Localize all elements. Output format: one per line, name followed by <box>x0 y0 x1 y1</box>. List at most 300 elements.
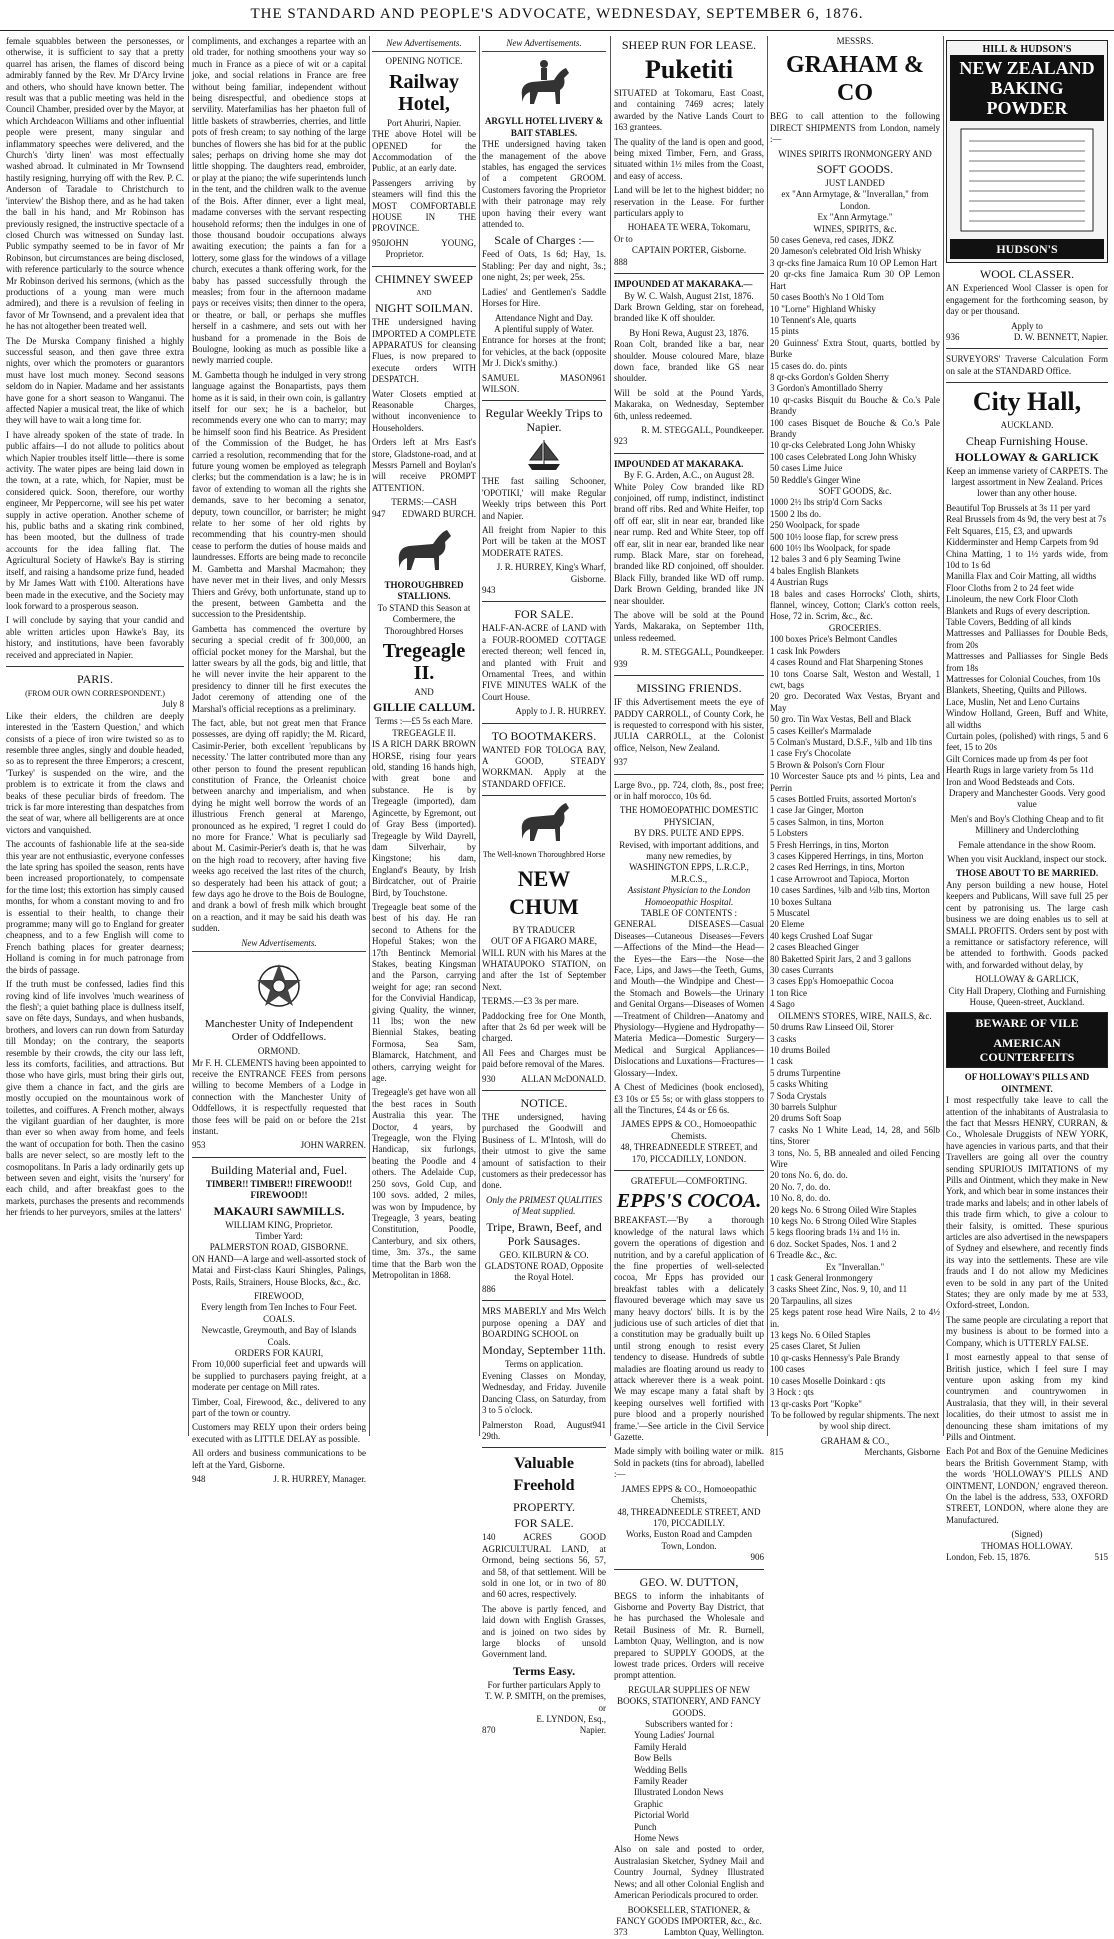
ad-body: Tregeagle beat some of the best of his day. He ran second to Athens for the Hopeful Stakes; won the 17th Bentinck Memorial Stakes, beating Kingsman and the Parson, carrying weight for age; ran second for the Convivial Handicap, giving Quality, the winner, 11 lbs; won the new Biennial Stakes, beating Formosa, Sea Sam, Blamarck, Hatchment, and others, carrying weight for age. <box>372 901 476 1084</box>
list-item: 10 No. 8, do. do. <box>770 1193 831 1204</box>
list-item: 500 10½ loose flap, for screw press <box>770 531 898 542</box>
list-item: Young Ladies' Journal <box>634 1730 715 1741</box>
list-item: 1 case Jar Ginger, Morton <box>770 805 864 816</box>
ad-body: By Honi Rewa, August 23, 1876. <box>629 327 749 338</box>
goods-list <box>946 503 1108 788</box>
column-rule <box>610 36 611 1436</box>
ad-title: ARGYLL HOTEL LIVERY & BAIT STABLES. <box>484 116 604 138</box>
article-paragraph: female squabbles between the personesses, or otherwise, it is sufficient to say that a pretty quarrel has arisen, the flames of discord being admirably fanned by the Rev. Mr D'Arcy Irvine and others, who should have known better. The result was that a public meeting was held in the Council Chamber, presided over by the Mayor, at which Archdeacon Williams and other influential people were present, many singular and inflammatory speeches were delivered, and the Church's 'dirty linen' was most effectually washed abroad. It culminated in Mr Townsend hastily resigning, hurrying off with the Rev. P. C. Anderson of Taradale to Christchurch to 'interview' the Bishop there, and as he had taken the ball in his hand, and Mr Robinson has previously resigned, the instructive spectacle of a closed Church was witnessed on Sunday last. Public sympathy seemed to be in favor of Mr Robinson, but circumstances are being disclosed, with reference particularly to the source whence Mr Robinson derived his sermons, (which as the productions of a young man were much admired), and there is a revulsion of feeling in favor of Mr Townsend, and a prevalent idea that he has not altogether been treated well. <box>6 36 184 332</box>
ad-body: SURVEYORS' Traverse Calculation Form on sale at the STANDARD Office. <box>946 354 1108 376</box>
ad-subtitle: ORMOND. <box>257 1046 301 1057</box>
list-item: 2 cases Bleached Ginger <box>770 942 859 953</box>
ad-signature: JOHN WARREN. <box>300 1140 366 1151</box>
ad-body: Also on sale and posted to order, Australasian Sketcher, Sydney Mail and Country Journal, Sydney Illustrated News; and all other Colonial English and American Periodicals procured to order. <box>614 1844 764 1901</box>
brand-title: NEW ZEALAND BAKING POWDER <box>950 55 1104 121</box>
list-item: Mattresses and Palliasses for Double Beds, from 20s <box>946 628 1108 650</box>
list-item: 100 cases <box>770 1364 805 1375</box>
ad-subtitle: MESSRS. <box>836 36 874 46</box>
list-item: 10 drums Boiled <box>770 1044 830 1055</box>
list-item: 12 bales 3 and 6 ply Seaming Twine <box>770 554 901 565</box>
ad-signature: R. M. STEGGALL, Poundkeeper. <box>641 424 764 435</box>
ad-title: GRAHAM & CO <box>786 52 924 107</box>
ad-signature: THOMAS HOLLOWAY. <box>981 1540 1073 1551</box>
article-paragraph: M. Gambetta though he indulged in very strong language against the Bonapartists, pays them home as it is said, in their own coin, is gallantry itself for our sex; he is a bachelor, but recommends every one who can to marry; may he himself soon find his Beatrice. As President of the Commission of the Budget, he has carried a resolution, recommending that for the future young women be employed as telegraph clerks; but the commendation is a law; he is in favor of extending to woman all the rights she demands, save to her becoming a senator, deputy, town councillor, or barrister; he might relate to her some of her old rights by recommending that his country-men should cease to perform the duties of house maids and laundresses. Efforts are being made to reconcile M. Gambetta and Marshal Macmahon; they have never met in their lives, and only Messrs Thiers and Grévy, both unfortunate, stand up to the present, between Gambetta and the succession to the Presidentship. <box>192 369 366 620</box>
ad-body: Feed of Oats, 1s 6d; Hay, 1s. Stabling: Per day and night, 3s.; one night, 2s; per week, 25s. <box>482 249 606 283</box>
ad-title: SHEEP RUN FOR LEASE. <box>621 38 757 52</box>
ad-body: IS A RICH DARK BROWN HORSE, rising four years old, standing 16 hands high, with great bone and substance. He is by Tregeagle (imported), dam Agincette, by Egremont, out of Gray Bess (imported). Tregeagle by Wild Dayrell, dam Silverhair, by Kingstone; his dam, England's Beauty, by Irish Birdcatcher, out of Prairie Bird, by Touchstone. <box>372 739 476 898</box>
ad-signature: EDWARD BURCH. <box>401 508 476 519</box>
list-item: Hearth Rugs in large variety from 5s 11d <box>946 765 1094 776</box>
ad-body: Customers may RELY upon their orders being executed with as LITTLE DELAY as possible. <box>192 1422 366 1444</box>
list-item: 80 Baketted Spirit Jars, 2 and 3 gallons <box>770 953 911 964</box>
divider <box>482 1090 606 1091</box>
ad-heading: REGULAR SUPPLIES OF NEW BOOKS, STATIONERY, AND FANCY GOODS. <box>617 1684 761 1718</box>
list-item: 10 boxes Sultana <box>770 896 832 907</box>
list-item: 100 boxes Price's Belmont Candles <box>770 634 898 645</box>
column-rule <box>767 36 768 1436</box>
list-item: 5 Fresh Herrings, in tins, Morton <box>770 839 889 850</box>
ad-footer <box>192 1474 366 1485</box>
goods-list <box>770 497 940 622</box>
ad-body: AN Experienced Wool Classer is open for engagement for the forthcoming season, by day or per thousand. <box>946 283 1108 317</box>
section-subtitle: (FROM OUR OWN CORRESPONDENT.) <box>25 688 165 698</box>
ad-address: Works, Euston Road and Campden Town, London. <box>625 1529 752 1551</box>
ad-heading: WINES, SPIRITS, &c. <box>813 223 897 234</box>
list-item: Mattresses for Colonial Couches, from 10s <box>946 673 1101 684</box>
list-item: 50 drums Raw Linseed Oil, Storer <box>770 1022 894 1033</box>
ad-title: MISSING FRIENDS. <box>636 681 742 696</box>
ad-heading: FIREWOOD, <box>254 1291 304 1301</box>
list-item: China Matting, 1 to 1½ yards wide, from 10d to 1s 6d <box>946 548 1108 570</box>
ad-body: ex "Ann Armytage, & "Inverallan," from London. <box>781 189 929 211</box>
ad-signature: JOHN YOUNG, Proprietor. <box>385 237 476 260</box>
ad-subtitle: The Well-known Thoroughbred Horse <box>482 850 606 860</box>
oddfellows-emblem-icon <box>249 956 309 1014</box>
ad-body: For further particulars Apply to <box>487 1679 601 1690</box>
ad-footer <box>372 238 476 261</box>
ad-title: IMPOUNDED AT MAKARAKA. <box>614 458 744 469</box>
section-header: New Advertisements. <box>482 38 606 52</box>
ad-body: Drapery and Manchester Goods. Very good value <box>948 788 1106 810</box>
ad-heading: OF HOLLOWAY'S PILLS AND OINTMENT. <box>964 1072 1090 1094</box>
ad-body: Timber, Coal, Firewood, &c., delivered to any part of the town or country. <box>192 1396 366 1419</box>
ad-body: Keep an immense variety of CARPETS. The largest assortment in New Zealand. Prices lower than any other house. <box>946 465 1108 499</box>
list-item: 10 qr-casks Hennessy's Pale Brandy <box>770 1352 900 1363</box>
ad-address: Napier. <box>579 1725 606 1736</box>
list-item: 20 qr-cks fine Jamaica Rum 30 OP Lemon Hart <box>770 269 940 291</box>
ad-body: By F. G. Arden, A.C., on August 28. <box>623 470 755 481</box>
ad-title: Regular Weekly Trips to Napier. <box>485 406 603 435</box>
ad-number: 930 <box>482 1073 496 1084</box>
ad-subtitle: BY TRADUCER <box>512 924 576 935</box>
list-item: 15 cases do. do. pints <box>770 360 847 371</box>
ad-body: Revised, with important additions, and many new remedies, by <box>619 839 759 861</box>
list-item: 1000 2½ lbs strip'd Corn Sacks <box>770 497 883 508</box>
list-item: Gilt Cornices made up from 4s per foot <box>946 753 1088 764</box>
list-item: Window Holland, Green, Buff and White, all widths <box>946 708 1108 730</box>
ad-body: White Poley Cow branded like RD conjoined, off rump, indistinct, indistinct brand off ribs. Red and White Heifer, top off off ear, slit in near ear, branded like near rump. Red and White Steer, top off off ear, slit in near ear, branded like near rump. Black Mare, star on forehead, branded like RD conjoined, off shoulder. Black Filly, branded like WD off rump. Dark Brown Gelding, branded like JN near shoulder. <box>614 481 764 606</box>
ad-body: SITUATED at Tokomaru, East Coast, and containing 7469 acres; lately awarded by the Native Lands Court to 163 grantees. <box>614 88 764 133</box>
ad-title: NIGHT SOILMAN. <box>375 301 473 316</box>
ad-banner: TIMBER!! TIMBER!! FIREWOOD!! FIREWOOD!! <box>205 1178 353 1201</box>
ad-body: When you visit Auckland, inspect our stock. <box>947 854 1107 865</box>
list-item: 3 Gordon's Amontillado Sherry <box>770 383 883 394</box>
list-item: 4 cases Round and Flat Sharpening Stones <box>770 657 923 668</box>
divider <box>482 723 606 724</box>
list-item: 20 drums Soft Soap <box>770 1113 842 1124</box>
list-item: Linoleum, the new Cork Floor Cloth <box>946 594 1078 605</box>
list-item: 20 Tarpaulins, all sizes <box>770 1295 853 1306</box>
list-item: 1 case Fry's Chocolate <box>770 748 851 759</box>
article-paragraph: If the truth must be confessed, ladies find this roving kind of life involves 'much weariness of the flesh'; a quiet bathing place is dullness itself, save on fête days, Sundays, and when husbands, brothers, and lovers can run down from Saturday till Monday; on the contrary, the seaports resemble by their crowds, the city our lass left, less its comforts, facilities, and attractions. But those who have girls, must bring their girls out, give them a chance in fact, and the girls are mostly occupied on the mountainous work of toilettes, and coiffures. A French mother, always the vigilant guardian of her daughter, is more than ever so when away from home, and feels the want of occupation for both. Then the casino balls are never select, so are mostly left to the cosmopolitans. In Paris a lady ordinarily gets up between seven and eight, visits the 'nursery' for each child, and after breakfast goes to the markets, purchases the presents and recommends her friends to her purveyors, smiles at the latters' <box>6 979 184 1218</box>
ad-heading: JUST LANDED <box>825 178 885 189</box>
list-item: 5 cases Bottled Fruits, assorted Morton's <box>770 793 917 804</box>
ad-body: Attendance Night and Day. <box>495 312 593 323</box>
list-item: 30 barrels Sulphur <box>770 1101 837 1112</box>
ad-body: Dark Brown Gelding, star on forehead, branded like K off shoulder. <box>614 301 764 324</box>
horse-rider-icon <box>514 56 574 112</box>
ad-footer <box>614 1927 764 1938</box>
ad-body: All orders and business communications to be left at the Yard, Gisborne. <box>192 1448 366 1470</box>
list-item: 5 cases Keiller's Marmalade <box>770 725 872 736</box>
list-item: 2 cases Red Herrings, in tins, Morton <box>770 862 905 873</box>
list-item: 4 Austrian Rugs <box>770 577 829 588</box>
list-item: 5 casks Whiting <box>770 1079 828 1090</box>
dateline: July 8 <box>162 699 184 710</box>
ad-body: BEG to call attention to the following DIRECT SHIPMENTS from London, namely :— <box>770 111 940 145</box>
list-item: 3 tons, No. 5, BB annealed and oiled Fencing Wire <box>770 1147 940 1169</box>
ad-number: 888 <box>614 256 628 267</box>
list-item: 5 Brown & Polson's Corn Flour <box>770 759 885 770</box>
ad-title: FOR SALE. <box>514 1516 574 1531</box>
list-item: 600 10½ lbs Woolpack, for spade <box>770 543 891 554</box>
ad-body: Will be sold at the Pound Yards, Makaraka, on Wednesday, September 6th, unless redeemed. <box>614 387 764 421</box>
ad-footer <box>192 1140 366 1151</box>
ad-body: Ladies' and Gentlemen's Saddle Horses for Hire. <box>482 286 606 309</box>
divider <box>946 348 1108 349</box>
list-item: 20 kegs No. 6 Strong Oiled Wire Staples <box>770 1204 917 1215</box>
ad-body: ON HAND—A large and well-assorted stock of Matai and First-class Kauri Shingles, Palings, Posts, Rails, Strainers, House Blocks, &c., &c. <box>192 1253 366 1287</box>
ad-footer <box>482 1420 606 1443</box>
ad-body: I most earnestly appeal to that sense of British justice, which I feel sure I may venture upon asking from my kind countrymen and countrywomen in Australasia, that they will, in their several localities, do their utmost to assist me in denouncing these sham imitations of my Pills and Ointment. <box>946 1352 1108 1442</box>
ad-conjunction: AND <box>414 687 434 698</box>
ad-title: Tregeagle II. <box>382 640 466 685</box>
list-item: 30 cases Currants <box>770 965 834 976</box>
ad-footer <box>482 1725 606 1736</box>
list-item: Manilla Flax and Coir Matting, all widths <box>946 571 1097 582</box>
ad-signature: JAMES EPPS & CO., Homoeopathic Chemists. <box>621 1119 757 1141</box>
ad-address: Merchants, Gisborne <box>864 1447 940 1458</box>
divider <box>946 382 1108 383</box>
ad-body: Any person building a new house, Hotel keepers and Publicans, Will save full 25 per cent by patronising us. The large cash business we are doing enables us to sell at SMALL PROFITS. Orders sent by post with a remittance or satisfactory reference, will be attended to forthwith. Goods packed with, and forwarded without delay, by <box>946 879 1108 970</box>
ad-heading: OILMEN'S STORES, WIRE, NAILS, &c. <box>778 1010 932 1021</box>
ad-body: Mr F. H. CLEMENTS having been appointed to receive the ENTRANCE FEES from persons willing to become Members of a Lodge in connection with the Manchester Unity of Oddfellows, it is respectfully requested that those fees will be paid on or before the 21st instant. <box>192 1057 366 1136</box>
list-item: 3 cases Epp's Homoepathic Cocoa <box>770 976 894 987</box>
list-item: 6 Treadle &c., &c. <box>770 1250 837 1261</box>
ad-signature: WASHINGTON EPPS, L.R.C.P., M.R.C.S., <box>629 862 749 884</box>
ad-title: EPPS'S COCOA. <box>616 1190 762 1213</box>
ad-body: TERMS.—£3 3s per mare. <box>482 996 579 1007</box>
goods-list <box>770 634 940 1010</box>
list-item: 5 Colman's Mustard, D.S.F., ¼lb and 1lb tins <box>770 736 933 747</box>
ad-body: Newcastle, Greymouth, and Bay of Islands Coals. <box>201 1325 357 1347</box>
label-illustration-icon <box>957 125 1097 235</box>
divider <box>482 1300 606 1301</box>
list-item: 20 gro. Decorated Wax Vestas, Bryant and May <box>770 691 940 713</box>
ad-number: 923 <box>614 436 628 447</box>
list-item: 10 Tennent's Ale, quarts <box>770 314 857 325</box>
ad-title: NOTICE. <box>520 1095 568 1110</box>
ad-body: THE undersigned having taken the management of the above stables, has engaged the services of a competent GROOM. Customers favoring the Proprietor with their patronage may rely upon having their every want attended to. <box>482 139 606 230</box>
article-paragraph: The accounts of fashionable life at the sea-side this year are not enthusiastic, everyone confesses the late spring has spoiled the season, rents have been increased proportionately, to compensate for the time lost; this extortion has simply caused months, for whom a constant moving to and fro is essential to their health, to change their programme; many will go to England for greater cheapness, and to a few English will come to French bathing places for greater dearness; Holland is coming in for much patronage from the birds of passage. <box>6 839 184 975</box>
ad-subtitle: WILLIAM KING, Proprietor. <box>225 1219 333 1230</box>
list-item: Bow Bells <box>634 1753 672 1764</box>
ad-footer <box>946 1552 1108 1563</box>
list-item: 6 doz. Socket Spades, Nos. 1 and 2 <box>770 1238 897 1249</box>
ad-body: THE undersigned having IMPORTED A COMPLETE APPARATUS for cleansing Flues, is now prepared to execute orders WITH DESPATCH. <box>372 317 476 385</box>
ad-body: THE above Hotel will be OPENED for the Accommodation of the Public, at an early date. <box>372 129 476 174</box>
ad-body: HALF-AN-ACRE of LAND with a FOUR-ROOMED COTTAGE erected thereon; well fenced in, and planted with Fruit and Ornamental Trees, and within FIVE MINUTES WALK of the Court House. <box>482 623 606 702</box>
list-item: 3 casks <box>770 1033 797 1044</box>
schooner-icon <box>524 438 564 472</box>
list-item: Family Reader <box>634 1776 688 1787</box>
list-item: 20 Guinness' Extra Stout, quarts, bottled by Burke <box>770 337 940 360</box>
list-item: 10 qr-casks Bisquit du Bouche & Co.'s Pale Brandy <box>770 394 940 417</box>
list-item: 40 kegs Crushed Loaf Sugar <box>770 930 873 941</box>
list-item: 3 Hock : qts <box>770 1387 814 1398</box>
ad-body: THE undersigned, having purchased the Goodwill and Business of L. M'Intosh, will do their utmost to give the same amount of satisfaction to their customers as their predecessor has done. <box>482 1111 606 1191</box>
list-item: 20 Eleme <box>770 919 805 930</box>
ad-body: WILL RUN with his Mares at the WHATAUPOKO STATION, on and after the 1st of September Next. <box>482 947 606 992</box>
ad-heading: WINES SPIRITS IRONMONGERY AND <box>778 148 932 159</box>
list-item: 18 bales and cases Horrocks' Cloth, shirts, flannel, wincey, Cotton; Clark's cotton reels, Hose, 72 in. Scrim, &c., &c. <box>770 588 940 622</box>
ad-number: 950 <box>372 237 386 248</box>
ad-heading: Ex "Ann Armytage." <box>817 212 893 223</box>
ad-body: A plentiful supply of Water. <box>494 323 594 334</box>
ad-title: MAKAURI SAWMILLS. <box>213 1203 345 1218</box>
divider <box>614 1170 764 1171</box>
list-item: 3 casks Sheet Zinc, Nos. 9, 10, and 11 <box>770 1284 908 1295</box>
list-item: 10 qr-cks Celebrated Long John Whisky <box>770 440 916 451</box>
list-item: 1 ton Rice <box>770 987 807 998</box>
ad-body: GENERAL DISEASES—Casual Diseases—Cutaneous Diseases—Fevers—Affections of the Mind—the Head—the Eyes—the Ears—the Nose—the Face, Lips, and Jaws—the Teeth, Gums, and Mouth—the Windpipe and Chest—the Stomach and Bowels—the Urinary and Genital Organs—Diseases of Women—Treatment of Children—Anatomy and Physiology—Hygiene and Hydropathy—Materia Medica—Domestic Surgery—Medical and Surgical Appliances—Dislocations and Luxations—Fractures—Glossary—Index. <box>614 919 764 1078</box>
list-item: Table Covers, Bedding of all kinds <box>946 616 1072 627</box>
ad-title: City Hall, <box>972 387 1082 417</box>
ad-terms: TERMS:—CASH <box>391 497 457 508</box>
ad-number: 941 <box>592 1419 606 1430</box>
ad-body: Men's and Boy's Clothing Cheap and to fit Millinery and Underclothing <box>950 813 1104 836</box>
ad-signature: GEO. KILBURN & CO. <box>499 1249 589 1260</box>
ad-signature: T. W. P. SMITH, on the premises, or <box>484 1691 606 1713</box>
article-paragraph: I will conclude by saying that your candid and able written articles upon Hawke's Bay, its history, and institutions, have been favorably received and appreciated in Napier. <box>6 615 184 660</box>
divider <box>482 601 606 602</box>
ad-footer <box>372 509 476 520</box>
section-header: New Advertisements. <box>192 938 366 952</box>
ad-body: The above will be sold at the Pound Yards, Makaraka, on September 11th, unless redeemed. <box>614 610 764 643</box>
ad-number: 948 <box>192 1474 206 1485</box>
ad-conjunction: AND <box>416 288 432 297</box>
article-paragraph: Gambetta has commenced the overture by securing a special credit of fr 300,000, an official pocket money for the Marshal, but the latter swears by all the gods, big and little, that he will never invite the heir apparent to the presidency to dinner till he first executes the Jadot ceremony of attending one of the Marshal's official receptions as a preliminary. <box>192 623 366 714</box>
ad-body: Tregeagle's get have won all the best races in South Australia this year. The Doctor, 4 years, by Tregeagle, won the Flying Handicap, six furlongs, beating the Poodle and 4 others. The Adelaide Cup, 250 sovs, Gold Cup, and 100 sovs. added, 2 miles, was won by Impudence, by Tregeagle, 3 years, beating Constitution, Poodle, Canterbury, and six others, time, 3m. 37s., the same time that the Barb won the Metropolitan in 1868. <box>372 1087 476 1280</box>
list-item: Felt Squares, £15, £3, and upwards <box>946 525 1073 536</box>
ad-body: Terms on application. <box>504 1359 584 1370</box>
ad-title: Railway Hotel, <box>389 70 459 115</box>
list-item: 10 Worcester Sauce pts and ½ pints, Lea and Perrin <box>770 771 940 793</box>
ad-title: Building Material and, Fuel. <box>210 1162 348 1177</box>
ad-subtitle: Cheap Furnishing House. <box>965 433 1089 448</box>
ad-heading: ORDERS FOR KAURI, <box>234 1348 324 1359</box>
article-paragraph: The De Murska Company finished a highly successful season, and then gave three extra nights, over which the promoters or guarantors must have lost much money. Second seasons seldom do in Napier. Madame and her assistants have gone for a short season to Wanganui. The affected Napier a musical treat, the like of which they will have to wait a long time for. <box>6 335 184 426</box>
horse-icon <box>514 801 574 845</box>
ad-heading: TABLE OF CONTENTS : <box>640 908 738 918</box>
list-item: Graphic <box>634 1798 663 1809</box>
list-item: 100 cases Bisquet de Bouche & Co.'s Pale Brandy <box>770 417 940 439</box>
divider <box>614 675 764 676</box>
list-item: Family Herald <box>634 1741 687 1752</box>
ad-footer <box>770 1447 940 1458</box>
list-item: 50 cases Lime Juice <box>770 463 843 474</box>
list-item: Floor Cloths from 2 to 24 feet wide <box>946 582 1074 593</box>
column-4 <box>482 36 606 1736</box>
ad-body: Orders left at Mrs East's store, Gladstone-road, and at Messrs Parnell and Boylan's will receive PROMPT ATTENTION. <box>372 437 476 493</box>
ad-title: THOROUGHBRED STALLIONS. <box>384 580 464 602</box>
ad-signature: D. W. BENNETT, Napier. <box>1013 332 1108 343</box>
banner-line: BEWARE OF VILE <box>947 1013 1107 1033</box>
ad-number: 947 <box>372 508 386 519</box>
ad-signature: J. R. HURREY, King's Wharf, Gisborne. <box>496 562 606 584</box>
list-item: Home News <box>634 1833 679 1844</box>
column-rule <box>369 36 370 1436</box>
list-item: 50 cases Geneva, red cases, JDKZ <box>770 235 894 246</box>
article-paragraph: compliments, and exchanges a repartee with an old trader, for nothing smoothens your way so much in France as a piece of wit or a capital joke, and social relations in France are free without being familiar, independent without being disrespectful, and obedience stops at servility. Materfamilias has her phaeton full of little baskets of strawberries, cherries, and little pots of fresh cream; to say nothing of the large bunches of flowers she has bid for at the public sales; perhaps on driving home she may dot little shopping. The daughters read, embroider, or play at the piano; the wife superintends lunch in the tent, and the children walk to the avenue of the Bois. After dinner, ever a light meal, madame converses with the servant respecting household reforms; then the indulges in one of those thousand boudoir occupations always awaiting execution; the paints a fan for a lottery, some glass for the windows of a village church, executes a thank offering work, for the baby has passed successfully through the measles; from four in the afternoon madame pays or receives visits; then dinner to the opera, or theatre, or ball, or perhaps she muffles herself in a cashmere, and sets out with her husband for a promenade in the Bois de Boulogne, looking as much as possible like a newly married couple. <box>192 36 366 366</box>
list-item: 5 kegs flooring brads 1¼ and 1½ in. <box>770 1227 900 1238</box>
list-item: 50 Reddle's Ginger Wine <box>770 474 861 485</box>
list-item: Pictorial World <box>634 1810 689 1821</box>
ad-body: Large 8vo., pp. 724, cloth, 8s., post free; or in half morocco, 10s 6d. <box>614 779 764 801</box>
list-item: 4 bales English Blankets <box>770 565 859 576</box>
article-paragraph: I have already spoken of the state of trade. In public affairs—I do not allude to politics about which Napier troubles itself little—there is some activity. The water pipes are being laid down in the town, at a rate, which, for Napier, must be considered quick. Soon, therefore, our worthy engineer, Mr Peppercorne, will see his pet water supply in active operation. Another scheme of his, public baths and a skating rink combined, has been mooted, but the dullness of trade accounts for the idea falling flat. The Agricultural Society of Hawke's Bay is stirring itself, and raising a handsome prize fund, headed by Mr James Watt with £100. Alterations have been made in the executive, and the Society may look forward to a prosperous season. <box>6 429 184 611</box>
section-header: New Advertisements. <box>372 38 476 52</box>
ad-body: Every length from Ten Inches to Four Feet. <box>201 1302 357 1313</box>
ad-signature: GRAHAM & CO., <box>820 1435 890 1446</box>
ad-number: 815 <box>770 1447 784 1458</box>
ad-footer <box>482 373 606 396</box>
list-item: 13 kegs No. 6 Oiled Staples <box>770 1330 871 1341</box>
column-6 <box>770 36 940 1458</box>
ad-address: PALMERSTON ROAD, GISBORNE. <box>209 1242 349 1253</box>
ad-heading: SOFT GOODS, &c. <box>818 486 892 496</box>
list-item: 50 cases Booth's No 1 Old Tom <box>770 292 884 303</box>
list-item: Real Brussels from 4s 9d, the very best at 7s <box>946 514 1106 525</box>
column-5 <box>614 36 764 1938</box>
ad-heading: GROCERIES. <box>828 622 882 633</box>
list-item: 3 cases Kippered Herrings, in tins, Morton <box>770 851 924 861</box>
ad-title: GILLIE CALLUM. <box>372 700 476 715</box>
ad-body: The same people are circulating a report that my business is about to be formed into a Company, which is UTTERLY FALSE. <box>946 1314 1108 1348</box>
ad-body: BEGS to inform the inhabitants of Gisborne and Poverty Bay District, that he has purchased the Wholesale and Retail Business of Mr. R. Burnell, Lambton Quay, Wellington, and is now prepared to SUPPLY GOODS, at the lowest trade prices. Orders will receive prompt attention. <box>614 1590 764 1681</box>
article-paragraph: Like their elders, the children are deeply interested in the 'Eastern Question,' and which consists of a piece of iron wire twisted so as to resemble three angles, singly and double headed, so as to represent the three Emperors; a crescent, 'Turkey' is suspended on the wire, and the problem is to extricate it from the claws and beaks of these peculiar birds of freedom. The trick is far more interesting than despatches from the seat of war, where all belligerents are at once victors and vanquished. <box>6 710 184 835</box>
ad-body: Apply to <box>1011 320 1043 331</box>
ad-address: GLADSTONE ROAD, Opposite the Royal Hotel. <box>484 1261 604 1283</box>
ad-body: MRS MABERLY and Mrs Welch purpose opening a DAY and BOARDING SCHOOL on <box>482 1306 606 1340</box>
divider <box>482 795 606 796</box>
ad-number: 515 <box>1094 1552 1108 1562</box>
list-item: 7 casks No 1 White Lead, 14, 28, and 56lb tins, Storer <box>770 1124 940 1147</box>
list-item: 20 Jameson's celebrated Old Irish Whisky <box>770 246 922 257</box>
list-item: 50 gro. Tin Wax Vestas, Bell and Black <box>770 714 912 725</box>
list-item: Blankets, Sheeting, Quilts and Pillows. <box>946 685 1087 696</box>
list-item: 3 qr-cks fine Jamaica Rum 10 OP Lemon Hart <box>770 257 937 268</box>
ad-signature: CAPTAIN PORTER, Gisborne. <box>631 245 747 256</box>
list-item: 5 Muscatel <box>770 908 810 919</box>
ad-footer <box>946 332 1108 343</box>
list-item: 25 cases Claret, St Julien <box>770 1341 861 1352</box>
divider <box>614 453 764 454</box>
ad-subtitle: OPENING NOTICE. <box>385 56 463 67</box>
list-item: Iron and Wood Bedsteads and Cots. <box>946 776 1075 787</box>
list-item: 20 No. 7, do. do. <box>770 1181 831 1192</box>
list-item: 10 "Lorne" Highland Whisky <box>770 303 876 314</box>
ad-address: City Hall Drapery, Clothing and Furnishing House, Queen-street, Auckland. <box>948 985 1106 1007</box>
list-item: 10 kegs No. 6 Strong Oiled Wire Staples <box>770 1216 917 1226</box>
list-item: Blankets and Rugs of every description. <box>946 605 1090 616</box>
list-item: Mattresses and Palliasses for Single Beds from 18s <box>946 651 1108 673</box>
ad-body: Assistant Physician to the London Homoeopathic Hospital. <box>627 885 751 907</box>
ad-number: 943 <box>482 585 496 595</box>
goods-list <box>770 235 940 486</box>
list-item: 20 tons No. 6, do. do. <box>770 1170 848 1181</box>
section-title-paris: PARIS. <box>77 671 113 686</box>
ad-heading: COALS. <box>263 1313 295 1324</box>
column-rule <box>943 36 944 1436</box>
ad-body: Subscribers wanted for : <box>645 1719 733 1729</box>
ad-heading: Scale of Charges :— <box>494 233 594 248</box>
ad-title: NEW CHUM <box>509 865 579 919</box>
ad-signature: JAMES EPPS & CO., Homoeopathic Chemists, <box>621 1483 757 1506</box>
ad-title: Tripe, Brawn, Beef, and Pork Sausages. <box>486 1219 602 1248</box>
list-item: 1 cask General Ironmongery <box>770 1273 873 1284</box>
ad-body: Made simply with boiling water or milk. Sold in packets (tins for abroad), labelled :— <box>614 1446 764 1480</box>
ad-heading: THOSE ABOUT TO BE MARRIED. <box>955 868 1099 879</box>
ad-heading: Ex "Inverallan." <box>825 1261 885 1272</box>
ad-body: Roan Colt, branded like a bar, near shoulder. Mouse coloured Mare, blaze down face, branded like GS near shoulder. <box>614 339 764 384</box>
list-item: 25 kegs patent rose head Wire Nails, 2 to 4½ in. <box>770 1307 940 1329</box>
ad-number: 961 <box>592 372 606 383</box>
ad-footer <box>482 1074 606 1085</box>
list-item: 15 pints <box>770 326 799 337</box>
list-item: 7 Soda Crystals <box>770 1090 827 1101</box>
ad-signature: HOHAEA TE WERA, Tokomaru, <box>627 222 751 233</box>
divider <box>482 1447 606 1448</box>
ad-title: Terms Easy. <box>512 1663 576 1678</box>
brand-arc: HILL & HUDSON'S <box>982 44 1072 55</box>
divider <box>372 266 476 267</box>
ad-body: Land will be let to the highest bidder; no reservation in the Lease. For further particulars apply to <box>614 185 764 219</box>
ad-number: 906 <box>750 1552 764 1563</box>
ad-body: BREAKFAST.—'By a thorough knowledge of the natural laws which govern the operations of digestion and nutrition, and by a careful application of the fine properties of well-selected cocoa, Mr Epps has provided our breakfast tables with a delicately flavoured beverage which may save us many heavy doctors' bills. It is by the judicious use of such articles of diet that a constitution may be gradually built up until strong enough to resist every tendency to disease. Hundreds of subtle maladies are floating around us ready to attack wherever there is a weak point. We may escape many a fatal shaft by keeping ourselves well fortified with pure blood and a properly nourished frame.'—See article in the Civil Service Gazette. <box>614 1215 764 1443</box>
ad-signature: ALLAN McDONALD. <box>521 1073 606 1084</box>
list-item: 8 qr-cks Gordon's Golden Sherry <box>770 371 889 382</box>
ad-subtitle: To STAND this Season at Combermere, the Thoroughbred Horses <box>377 602 471 636</box>
goods-list <box>770 1273 940 1410</box>
column-7 <box>946 36 1108 1562</box>
ad-subtitle: BY DRS. PULTE AND EPPS. <box>634 828 744 839</box>
column-2 <box>192 36 366 1485</box>
list-item: 10 tons Coarse Salt, Weston and Westall, 1 cwt, bags <box>770 668 940 690</box>
divider <box>614 273 764 274</box>
ad-title: Manchester Unity of Independent Order of Oddfellows. <box>204 1018 354 1044</box>
ad-body: From 10,000 superficial feet and upwards will be supplied to purchasers paying freight, at a moderate per centage on Mill rates. <box>192 1359 366 1393</box>
